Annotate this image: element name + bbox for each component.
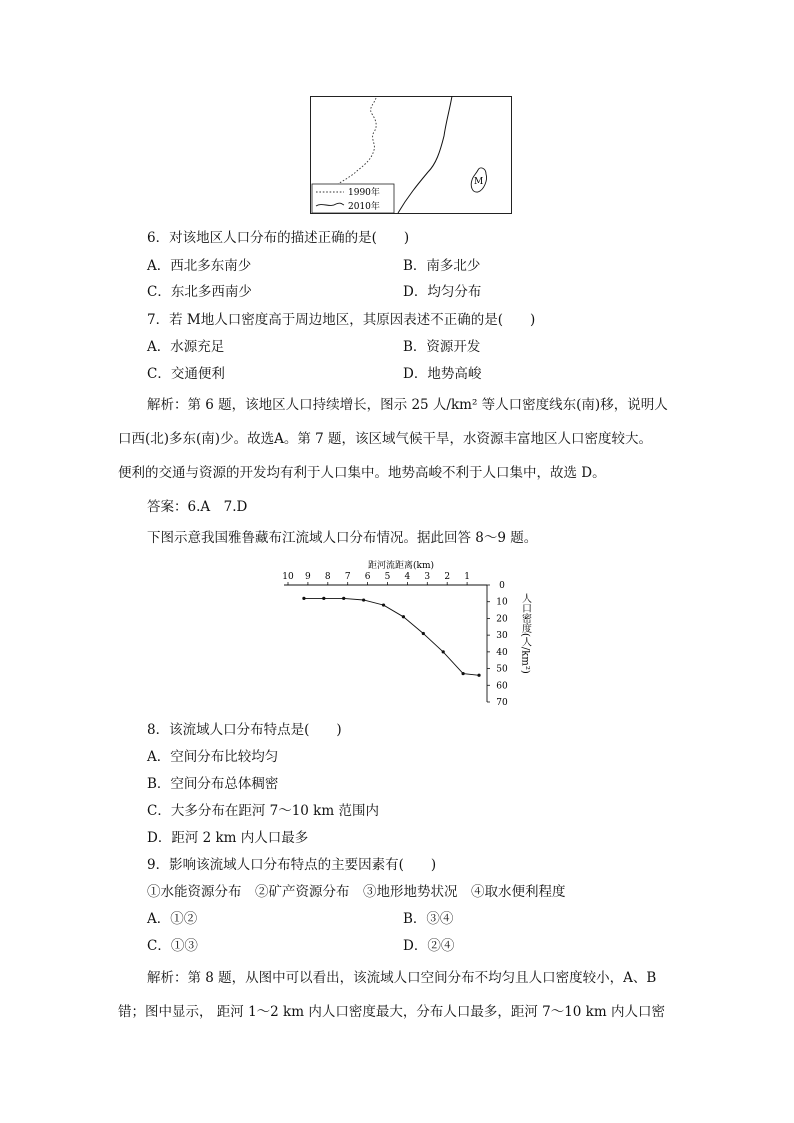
analysis2-line-1: 解析：第 8 题，从图中可以看出，该流域人口空间分布不均匀且人口密度较小，A、B <box>147 970 657 986</box>
intro-8-9: 下图示意我国雅鲁藏布江流域人口分布情况。据此回答 8～9 题。 <box>147 530 538 546</box>
analysis1-line-3: 便利的交通与资源的开发均有利于人口集中。地势高峻不利于人口集中，故选 D。 <box>118 465 606 481</box>
x-tick-label-7: 7 <box>344 572 351 582</box>
data-point-8 <box>442 650 445 653</box>
legend-1990: 1990年 <box>348 188 380 198</box>
q6-option-c: C．东北多西南少 <box>147 284 252 300</box>
y-tick-label-50: 50 <box>496 664 508 675</box>
x-tick-label-6: 6 <box>364 572 371 582</box>
y-tick-label-20: 20 <box>496 614 508 625</box>
q7-option-d: D．地势高峻 <box>403 366 482 382</box>
x-tick-label-5: 5 <box>384 572 391 582</box>
q8-option-d: D．距河 2 km 内人口最多 <box>147 830 309 846</box>
analysis2-line-2: 错；图中显示， 距河 1～2 km 内人口密度最大，分布人口最多，距河 7～10 km 内人口密 <box>118 1004 665 1020</box>
data-point-7 <box>422 632 425 635</box>
q7-stem: 7．若 M地人口密度高于周边地区，其原因表述不正确的是( ) <box>147 312 536 328</box>
q8-option-c: C．大多分布在距河 7～10 km 范围内 <box>147 803 379 819</box>
chart-ylabel: 人口密度(人/km²) <box>519 593 531 674</box>
q9-option-a: A．①② <box>147 911 198 927</box>
data-point-3 <box>342 597 345 600</box>
q6-stem: 6．对该地区人口分布的描述正确的是( ) <box>147 230 410 246</box>
m-label: M <box>474 177 484 187</box>
x-tick-label-3: 3 <box>424 572 431 582</box>
data-point-4 <box>362 598 365 601</box>
q6-option-d: D．均匀分布 <box>403 284 482 300</box>
q7-option-b: B．资源开发 <box>403 339 481 355</box>
data-point-9 <box>462 672 465 675</box>
x-tick-label-8: 8 <box>324 572 331 582</box>
data-point-6 <box>402 615 405 618</box>
x-tick-label-9: 9 <box>305 572 311 582</box>
q9-factors: ①水能资源分布 ②矿产资源分布 ③地形地势状况 ④取水便利程度 <box>147 884 566 900</box>
series-line <box>304 598 479 675</box>
analysis1-line-2: 口西(北)多东(南)少。故选A。第 7 题，该区域气候干旱，水资源丰富地区人口密度较大。 <box>118 431 652 447</box>
x-tick-label-1: 1 <box>464 572 470 582</box>
q8-option-b: B．空间分布总体稠密 <box>147 776 279 792</box>
data-point-2 <box>322 597 325 600</box>
legend-2010: 2010年 <box>348 202 380 212</box>
q9-stem: 9．影响该流域人口分布特点的主要因素有( ) <box>147 857 437 873</box>
population-density-map <box>310 96 512 214</box>
population-density-chart <box>268 555 558 715</box>
x-tick-label-4: 4 <box>404 572 411 582</box>
x-tick-label-2: 2 <box>444 572 451 582</box>
q8-stem: 8．该流域人口分布特点是( ) <box>147 722 342 738</box>
y-tick-label-70: 70 <box>496 698 508 708</box>
y-tick-label-0: 0 <box>499 581 505 591</box>
q9-option-b: B．③④ <box>403 911 454 927</box>
data-point-10 <box>477 674 480 677</box>
analysis1-line-1: 解析：第 6 题，该地区人口持续增长，图示 25 人/km² 等人口密度线东(南)移，说明人 <box>147 397 668 413</box>
y-tick-label-40: 40 <box>496 647 508 658</box>
q9-option-d: D．②④ <box>403 938 455 954</box>
q8-option-a: A．空间分布比较均匀 <box>147 749 279 765</box>
y-tick-label-60: 60 <box>496 681 508 692</box>
y-tick-label-30: 30 <box>496 631 508 642</box>
q6-option-b: B．南多北少 <box>403 258 481 274</box>
answer-6-7: 答案：6.A 7.D <box>147 499 248 515</box>
q7-option-c: C．交通便利 <box>147 366 225 382</box>
y-tick-label-10: 10 <box>496 597 508 608</box>
chart-xlabel: 距河流距离(km) <box>367 561 435 571</box>
q6-option-a: A．西北多东南少 <box>147 258 252 274</box>
data-point-1 <box>302 597 305 600</box>
x-tick-label-10: 10 <box>282 572 294 582</box>
q7-option-a: A．水源充足 <box>147 339 225 355</box>
data-point-5 <box>382 603 385 606</box>
q9-option-c: C．①③ <box>147 938 198 954</box>
